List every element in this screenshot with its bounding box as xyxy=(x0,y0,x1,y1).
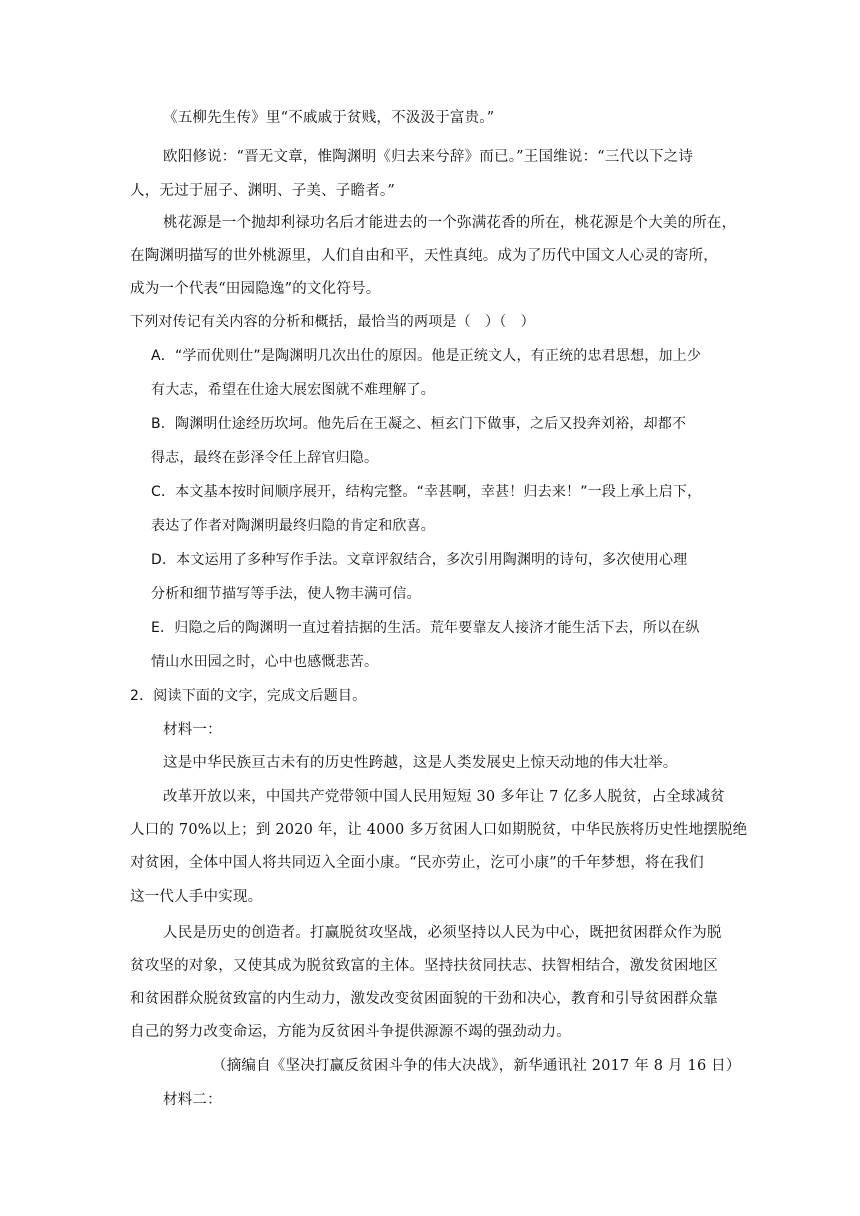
text-line: 这一代人手中实现。 xyxy=(130,889,263,905)
text-line: 和贫困群众脱贫致富的内生动力，激发改变贫困面貌的干劲和决心，教育和引导贫困群众靠 xyxy=(130,991,718,1007)
option-c-line-1: C．本文基本按时间顺序展开，结构完整。“幸甚啊，幸甚！归去来！”一段上承上启下， xyxy=(151,484,702,500)
option-a-line-1: A．“学而优则仕”是陶渊明几次出仕的原因。他是正统文人，有正统的忠君思想，加上少 xyxy=(151,348,702,364)
material-1-label: 材料一： xyxy=(163,722,222,738)
option-e-line-2: 情山水田园之时，心中也感慨悲苦。 xyxy=(151,654,379,670)
text-line: 贫攻坚的对象，又使其成为脱贫致富的主体。坚持扶贫同扶志、扶智相结合，激发贫困地区 xyxy=(130,958,718,974)
text-line: 自己的努力改变命运，方能为反贫困斗争提供源源不竭的强劲动力。 xyxy=(130,1024,571,1040)
text-line: 这是中华民族亘古未有的历史性跨越，这是人类发展史上惊天动地的伟大壮举。 xyxy=(163,755,678,771)
text-line: 人口的 70%以上；到 2020 年，让 4000 多万贫困人口如期脱贫，中华民族将历史性地摆脱绝 xyxy=(130,822,748,838)
text-line: 对贫困，全体中国人将共同迈入全面小康。“民亦劳止，汔可小康”的千年梦想，将在我们 xyxy=(130,855,704,871)
option-b-line-2: 得志，最终在彭泽令任上辞官归隐。 xyxy=(151,450,379,466)
option-c-line-2: 表达了作者对陶渊明最终归隐的肯定和欣喜。 xyxy=(151,518,435,534)
text-line: 人，无过于屈子、渊明、子美、子瞻者。” xyxy=(130,183,395,199)
option-e-line-1: E．归隐之后的陶渊明一直过着拮据的生活。荒年要靠友人接济才能生活下去，所以在纵 xyxy=(151,620,700,636)
option-d-line-2: 分析和细节描写等手法，使人物丰满可信。 xyxy=(151,586,421,602)
text-line: 人民是历史的创造者。打赢脱贫攻坚战，必须坚持以人民为中心，既把贫困群众作为脱 xyxy=(163,925,722,941)
material-2-label: 材料二： xyxy=(163,1092,222,1108)
question-stem: 下列对传记有关内容的分析和概括，最恰当的两项是（ ）（ ） xyxy=(130,314,535,330)
text-line: 桃花源是一个抛却利禄功名后才能进去的一个弥满花香的所在，桃花源是个大美的所在， xyxy=(163,215,737,231)
text-line: 改革开放以来，中国共产党带领中国人民用短短 30 多年让 7 亿多人脱贫，占全球减贫 xyxy=(163,789,726,805)
option-b-line-1: B．陶渊明仕途经历坎坷。他先后在王凝之、桓玄门下做事，之后又投奔刘裕，却都不 xyxy=(151,416,687,432)
option-d-line-1: D．本文运用了多种写作手法。文章评叙结合，多次引用陶渊明的诗句，多次使用心理 xyxy=(151,552,688,568)
text-line: 在陶渊明描写的世外桃源里，人们自由和平，天性真纯。成为了历代中国文人心灵的寄所， xyxy=(130,248,718,264)
option-a-line-2: 有大志，希望在仕途大展宏图就不难理解了。 xyxy=(151,382,435,398)
text-line: 成为一个代表“田园隐逸”的文化符号。 xyxy=(130,281,381,297)
source-citation: （摘编自《坚决打赢反贫困斗争的伟大决战》，新华通讯社 2017 年 8 月 16 日） xyxy=(212,1058,741,1074)
text-line: 欧阳修说：“晋无文章，惟陶渊明《归去来兮辞》而已。”王国维说：“三代以下之诗 xyxy=(163,149,694,165)
text-line: 《五柳先生传》里“不戚戚于贫贱，不汲汲于富贵。” xyxy=(163,110,495,126)
question-2-heading: 2．阅读下面的文字，完成文后题目。 xyxy=(130,688,367,704)
